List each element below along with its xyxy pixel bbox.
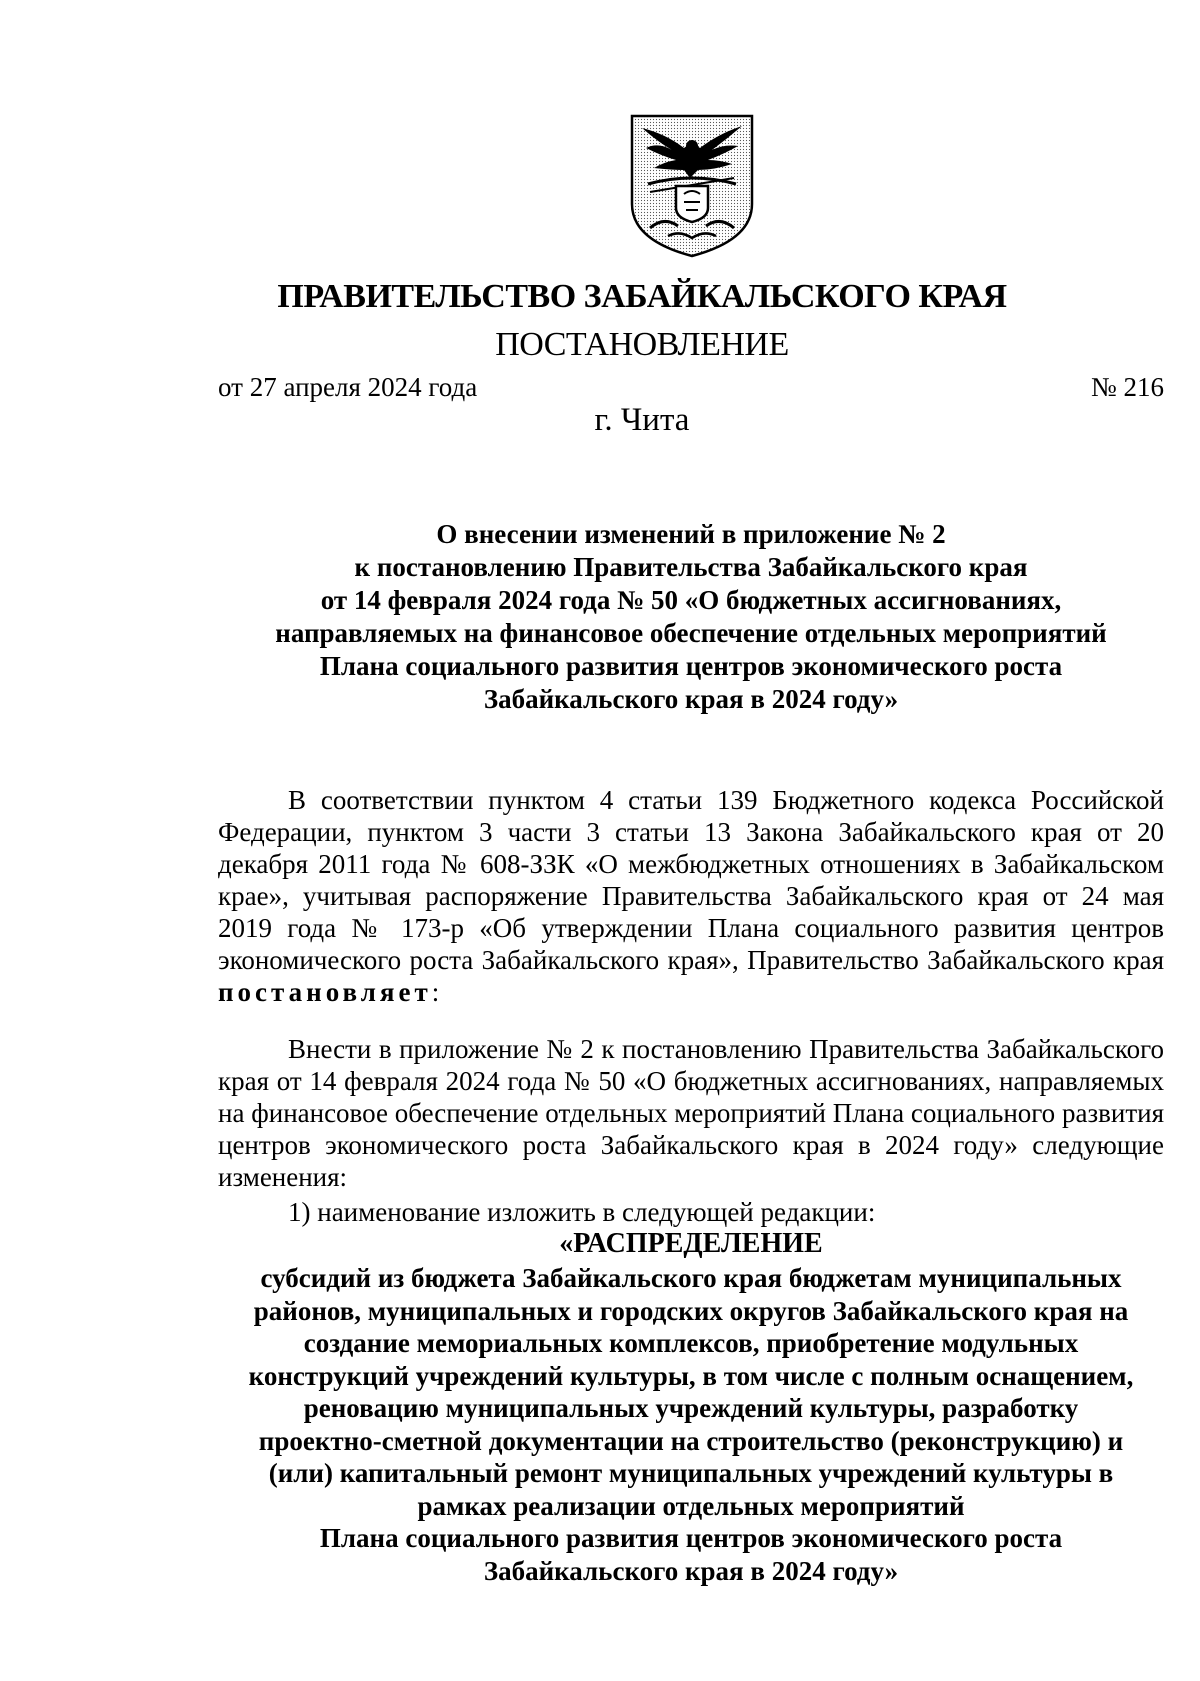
distribution-line: проектно-сметной документации на строительство (реконструкцию) и <box>258 1425 1124 1456</box>
subject-line: к постановлению Правительства Забайкальского края <box>354 552 1028 582</box>
distribution-line: Плана социального развития центров экономического роста <box>319 1523 1063 1553</box>
coat-of-arms-icon <box>628 112 756 260</box>
distribution-line: (или) капитальный ремонт муниципальных учреждений культуры в <box>268 1458 1114 1488</box>
document-subject <box>218 518 1164 716</box>
document-number: № 216 <box>1090 372 1164 402</box>
subject-line: Плана социального развития центров экономического роста <box>319 651 1063 681</box>
distribution-line: рамках реализации отдельных мероприятий <box>417 1490 965 1521</box>
subject-line: Забайкальского края в 2024 году» <box>483 684 899 714</box>
government-title: ПРАВИТЕЛЬСТВО ЗАБАЙКАЛЬСКОГО КРАЯ <box>277 278 1007 315</box>
subject-line: О внесении изменений в приложение № 2 <box>436 519 946 549</box>
distribution-heading <box>218 1262 1164 1587</box>
preamble-paragraph <box>218 784 1164 1008</box>
distribution-title: «РАСПРЕДЕЛЕНИЕ <box>559 1228 823 1259</box>
preamble-end: : <box>431 977 440 1007</box>
amendment-item-1: 1) наименование изложить в следующей редакции: <box>288 1197 876 1227</box>
subject-line: направляемых на финансовое обеспечение отдельных мероприятий <box>275 618 1107 648</box>
subject-line: от 14 февраля 2024 года № 50 «О бюджетных ассигнованиях, <box>320 585 1062 615</box>
document-type: ПОСТАНОВЛЕНИЕ <box>495 326 789 363</box>
distribution-line: конструкций учреждений культуры, в том числе с полным оснащением, <box>248 1360 1134 1391</box>
distribution-line: районов, муниципальных и городских округов Забайкальского края на <box>253 1295 1129 1326</box>
amendment-paragraph: Внести в приложение № 2 к постановлению Правительства Забайкальского края от 14 февраля 2024 года № 50 «О бюджетных ассигнованиях, направляемых на финансовое обеспечение отдельных мероприятий Плана социального развития центров экономического роста Забайкальского края в 2024 году» следующие изменения: <box>218 1034 1164 1192</box>
resolution-keyword: постановляет <box>218 977 432 1007</box>
document-date: от 27 апреля 2024 года <box>218 372 478 402</box>
preamble-text: В соответствии пунктом 4 статьи 139 Бюджетного кодекса Российской Федерации, пунктом 3 части 3 статьи 13 Закона Забайкальского края от 20 декабря 2011 года № 608-ЗЗК «О межбюджетных отношениях в Забайкальском крае», учитывая распоряжение Правительства Забайкальского края от 24 мая 2019 года № 173-р «Об утверждении Плана социального развития центров экономического роста Забайкальского края», Правительство Забайкальского края <box>218 785 1164 975</box>
distribution-line: реновацию муниципальных учреждений культуры, разработку <box>303 1393 1079 1423</box>
document-city: г. Чита <box>594 402 690 438</box>
distribution-line: Забайкальского края в 2024 году» <box>483 1555 899 1586</box>
distribution-line: субсидий из бюджета Забайкальского края бюджетам муниципальных <box>260 1263 1122 1293</box>
date-number-line <box>218 372 1164 403</box>
distribution-line: создание мемориальных комплексов, приобретение модульных <box>303 1328 1079 1358</box>
